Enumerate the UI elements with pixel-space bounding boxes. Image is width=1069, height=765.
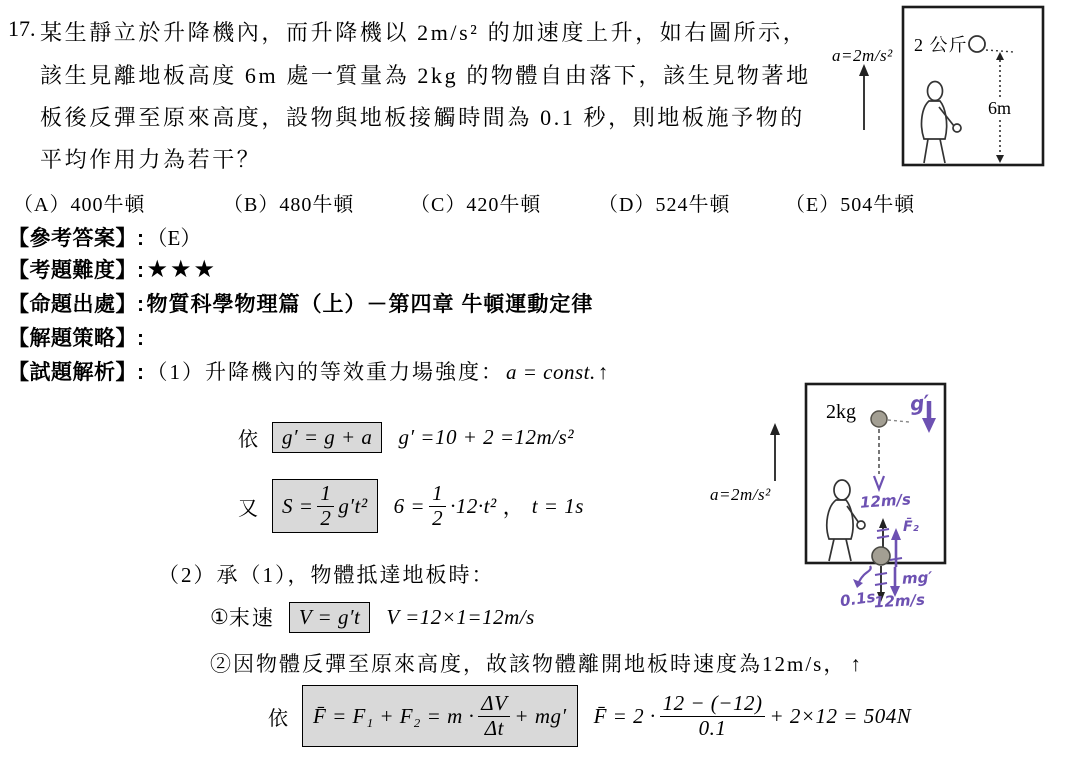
up-arrow-icon: [859, 64, 869, 130]
elevator-solution-figure: [700, 373, 968, 623]
formula-lhs: S =: [282, 493, 314, 518]
boxed-formula-velocity: V = g′t: [289, 602, 371, 633]
question-number: 17.: [8, 16, 36, 41]
object-ball-top: [871, 411, 887, 427]
strategy-row: [8, 322, 145, 352]
question-line-1: 某生靜立於升降機內，而升降機以 2m/s² 的加速度上升，如右圖所示，: [40, 20, 808, 45]
formula-post: + mg′: [514, 703, 567, 728]
fraction-numerator: 1: [317, 482, 334, 506]
answer-value: （E）: [146, 226, 202, 250]
analysis-row: [8, 356, 608, 386]
calc-time-result: t = 1s: [531, 493, 584, 518]
dep-char: 又: [238, 497, 258, 520]
rebound-sentence: [210, 648, 861, 678]
step2-title: （2）承（1），物體抵達地板時：: [158, 563, 495, 587]
boxed-formula-distance: [272, 479, 378, 532]
normal-force-up-arrow-icon: [890, 528, 902, 567]
up-arrow-icon: [770, 423, 780, 481]
source-value: 物質科學物理篇（上）－第四章 牛頓運動定律: [146, 293, 594, 316]
fraction-dv-dt: [478, 692, 510, 739]
fraction-numerator: 12 − (−12): [660, 692, 766, 716]
mass-label: 2 公斤: [914, 35, 968, 55]
boxed-formula-gprime: g′ = g + a: [272, 422, 382, 453]
question-line-4: 平均作用力為若干？: [40, 147, 262, 172]
separator-comma: ，: [502, 495, 526, 519]
acceleration-label: a=2m/s²: [710, 485, 771, 504]
dashed-leader: [888, 420, 909, 422]
circled-one: ①: [210, 604, 229, 629]
analysis-label: 【試題解析】:: [8, 361, 145, 384]
calc-distance-lhs: 6 =: [393, 493, 426, 518]
mass-label: 2kg: [826, 401, 856, 423]
up-arrow-glyph: ↑: [597, 360, 609, 384]
formula-pre: F̄ = F₁ + F₂ = m ·: [313, 703, 475, 728]
calc-gprime: g′ =10 + 2 =12m/s²: [398, 424, 575, 449]
contact-time-label: 0.1s: [838, 587, 877, 611]
fraction-half-calc: [429, 482, 446, 529]
fraction-half: [317, 482, 334, 529]
up-arrow-glyph: ↑: [850, 652, 861, 676]
contact-time-arrow-icon: [853, 566, 871, 588]
difficulty-stars: ★★★: [146, 257, 218, 283]
strategy-label: 【解題策略】:: [8, 327, 145, 350]
person-figure: [922, 82, 961, 164]
boxed-formula-force: [302, 685, 578, 746]
rebound-speed-label: 12m/s: [873, 590, 926, 612]
analysis-step1-text: （1）升降機內的等效重力場強度：: [146, 360, 504, 384]
fraction-numerator: 1: [429, 482, 446, 506]
option-c: （C）420牛頓: [410, 194, 542, 216]
weight-label: mg′: [901, 568, 933, 588]
impact-up-arrow-icon: [877, 518, 889, 549]
option-a: （A）400牛頓: [13, 194, 146, 216]
height-label: 6m: [988, 98, 1012, 118]
equation-row-force: [268, 682, 911, 750]
fraction-numerator: ΔV: [478, 692, 510, 716]
equation-row-gprime: [238, 420, 574, 454]
object-ball-bottom: [872, 547, 890, 565]
calc-velocity: V =12×1=12m/s: [386, 604, 535, 629]
rebound-text: ②因物體反彈至原來高度，故該物體離開地板時速度為12m/s，: [210, 652, 847, 676]
option-d: （D）524牛頓: [598, 194, 731, 216]
dotted-leader: [986, 50, 1014, 52]
analysis-step1-formula: a = const.: [506, 360, 596, 384]
final-speed-label: 末速: [228, 606, 275, 630]
source-row: [8, 288, 593, 318]
equation-row-velocity: [210, 600, 535, 634]
fall-arrowhead-icon: [874, 476, 884, 489]
equation-row-distance: [238, 477, 584, 535]
difficulty-label: 【考題難度】:: [8, 259, 145, 282]
elevator-problem-drawing: [828, 3, 1068, 175]
impact-speed-label: 12m/s: [859, 490, 912, 512]
fraction-denominator: 2: [320, 505, 332, 530]
elevator-problem-figure: [828, 3, 1068, 175]
normal-force-label: F̄₂: [903, 519, 919, 535]
person-figure: [827, 480, 865, 561]
fraction-denominator: 2: [432, 505, 444, 530]
difficulty-row: [8, 254, 217, 284]
question-line-3: 板後反彈至原來高度，設物與地板接觸時間為 0.1 秒，則地板施予物的: [40, 105, 805, 130]
question-line-2: 該生見離地板高度 6m 處一質量為 2kg 的物體自由落下，該生見物著地: [40, 63, 811, 88]
formula-rhs: g′t²: [338, 493, 368, 518]
fraction-denominator: Δt: [484, 715, 504, 740]
fraction-denominator: 0.1: [698, 715, 727, 740]
acceleration-label: a=2m/s²: [832, 46, 893, 65]
dep-char: 依: [238, 428, 258, 451]
gprime-label: g′: [908, 390, 931, 416]
answer-row: [8, 222, 201, 252]
option-b: （B）480牛頓: [223, 194, 355, 216]
fraction-impulse: [660, 692, 766, 739]
answer-label: 【參考答案】:: [8, 227, 145, 250]
option-e: （E）504牛頓: [785, 194, 916, 216]
dep-char: 依: [268, 707, 288, 730]
calc-distance-rhs: ·12·t²: [450, 493, 497, 518]
source-label: 【命題出處】:: [8, 293, 145, 316]
calc-force-pre: F̄ = 2 ·: [593, 703, 656, 728]
calc-force-post: + 2×12 = 504N: [769, 703, 912, 728]
object-ball: [969, 36, 985, 52]
